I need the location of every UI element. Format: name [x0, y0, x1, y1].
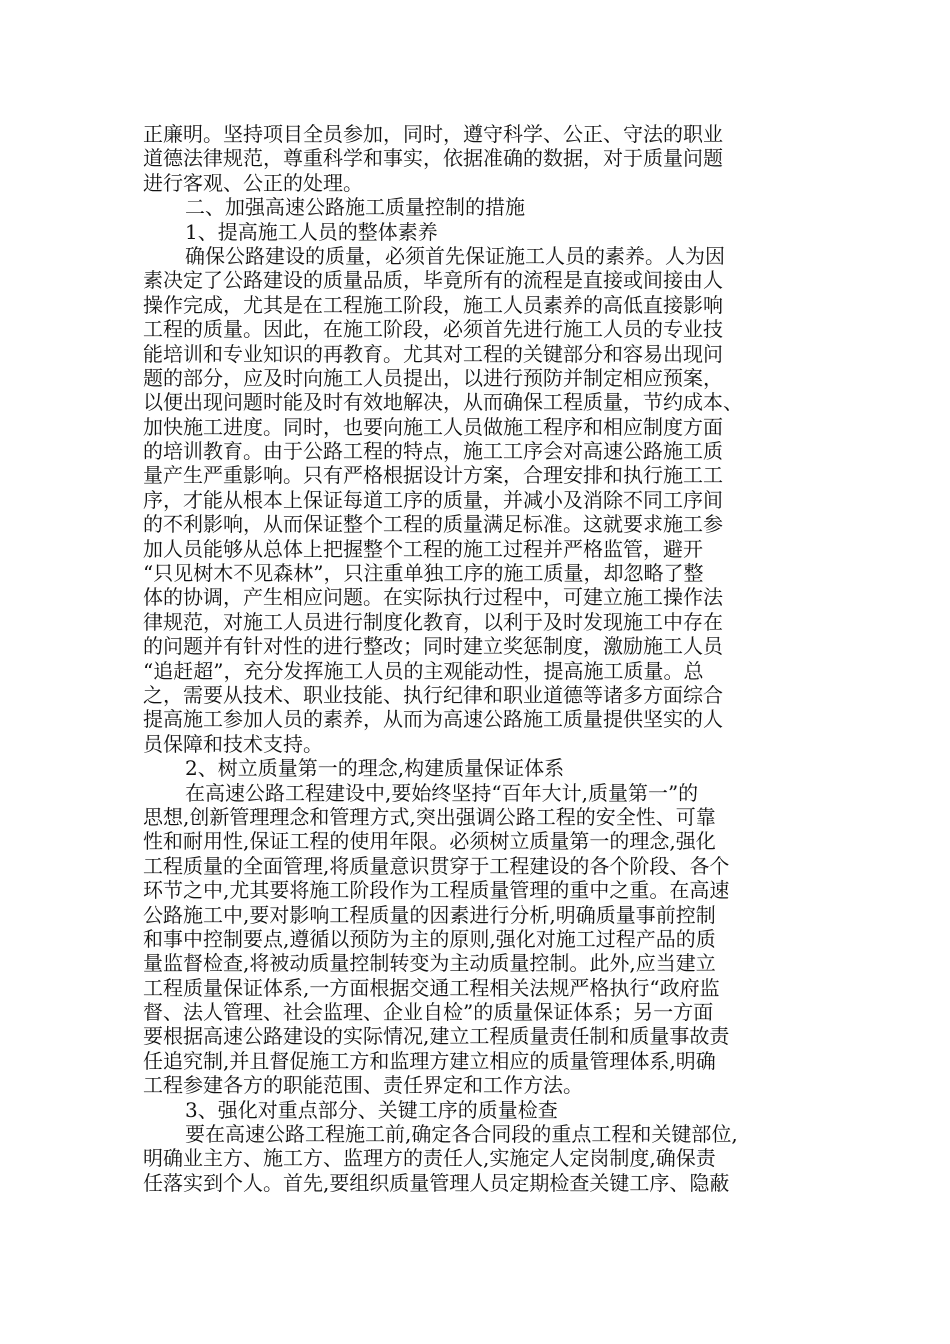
paragraph-line: 和事中控制要点,遵循以预防为主的原则,强化对施工过程产品的质	[143, 926, 716, 951]
paragraph-line-indented: 在高速公路工程建设中,要始终坚持“百年大计,质量第一”的	[185, 780, 699, 805]
document-body	[143, 122, 803, 1195]
paragraph-line: 量监督检查,将被动质量控制转变为主动质量控制。此外,应当建立	[143, 951, 716, 976]
paragraph-line: 督、法人管理、社会监理、企业自检”的质量保证体系；另一方面	[143, 1000, 714, 1025]
paragraph-line: 公路施工中,要对影响工程质量的因素进行分析,明确质量事前控制	[143, 902, 716, 927]
paragraph-line: 员保障和技术支持。	[143, 731, 323, 756]
paragraph-line: 任追究制,并且督促施工方和监理方建立相应的质量管理体系,明确	[143, 1048, 716, 1073]
paragraph-line: 的培训教育。由于公路工程的特点，施工工序会对高速公路施工质	[143, 439, 723, 464]
paragraph-line: 进行客观、公正的处理。	[143, 170, 363, 195]
paragraph-line: “只见树木不见森林”，只注重单独工序的施工质量，却忽略了整	[143, 561, 704, 586]
paragraph-line: 操作完成，尤其是在工程施工阶段，施工人员素养的高低直接影响	[143, 292, 723, 317]
paragraph-line: 提高施工参加人员的素养，从而为高速公路施工质量提供坚实的人	[143, 707, 723, 732]
paragraph-line-indented: 2、树立质量第一的理念,构建质量保证体系	[185, 756, 565, 781]
paragraph-line: 题的部分，应及时向施工人员提出，以进行预防并制定相应预案，	[143, 365, 723, 390]
paragraph-line: 明确业主方、施工方、监理方的责任人,实施定人定岗制度,确保责	[143, 1146, 716, 1171]
paragraph-line-indented: 确保公路建设的质量，必须首先保证施工人员的素养。人为因	[185, 243, 725, 268]
paragraph-line: 工程的质量。因此，在施工阶段，必须首先进行施工人员的专业技	[143, 317, 723, 342]
paragraph-line: 以便出现问题时能及时有效地解决，从而确保工程质量，节约成本、	[143, 390, 743, 415]
paragraph-line: 序，才能从根本上保证每道工序的质量，并减小及消除不同工序间	[143, 487, 723, 512]
paragraph-line: 之，需要从技术、职业技能、执行纪律和职业道德等诸多方面综合	[143, 682, 723, 707]
paragraph-line-indented: 要在高速公路工程施工前,确定各合同段的重点工程和关键部位,	[185, 1122, 738, 1147]
paragraph-line: “追赶超”，充分发挥施工人员的主观能动性，提高施工质量。总	[143, 658, 704, 683]
paragraph-line: 工程参建各方的职能范围、责任界定和工作方法。	[143, 1073, 583, 1098]
paragraph-line: 的问题并有针对性的进行整改；同时建立奖惩制度，激励施工人员	[143, 634, 723, 659]
paragraph-line-indented: 3、强化对重点部分、关键工序的质量检查	[185, 1097, 558, 1122]
paragraph-line: 环节之中,尤其要将施工阶段作为工程质量管理的重中之重。在高速	[143, 878, 730, 903]
paragraph-line: 性和耐用性,保证工程的使用年限。必须树立质量第一的理念,强化	[143, 829, 716, 854]
paragraph-line-indented: 二、加强高速公路施工质量控制的措施	[185, 195, 525, 220]
paragraph-line: 加快施工进度。同时，也要向施工人员做施工程序和相应制度方面	[143, 414, 723, 439]
paragraph-line: 任落实到个人。首先,要组织质量管理人员定期检查关键工序、隐蔽	[143, 1170, 730, 1195]
paragraph-line: 工程质量的全面管理,将质量意识贯穿于工程建设的各个阶段、各个	[143, 853, 730, 878]
paragraph-line: 的不利影响，从而保证整个工程的质量满足标准。这就要求施工参	[143, 512, 723, 537]
paragraph-line: 道德法律规范，尊重科学和事实，依据准确的数据，对于质量问题	[143, 146, 723, 171]
paragraph-line: 加人员能够从总体上把握整个工程的施工过程并严格监管，避开	[143, 536, 703, 561]
paragraph-line: 正廉明。坚持项目全员参加，同时，遵守科学、公正、守法的职业	[143, 122, 723, 146]
paragraph-line: 素决定了公路建设的质量品质，毕竟所有的流程是直接或间接由人	[143, 268, 723, 293]
paragraph-line: 工程质量保证体系,一方面根据交通工程相关法规严格执行“政府监	[143, 975, 720, 1000]
paragraph-line: 量产生严重影响。只有严格根据设计方案，合理安排和执行施工工	[143, 463, 723, 488]
paragraph-line: 律规范，对施工人员进行制度化教育，以利于及时发现施工中存在	[143, 609, 723, 634]
paragraph-line: 要根据高速公路建设的实际情况,建立工程质量责任制和质量事故责	[143, 1024, 730, 1049]
paragraph-line: 能培训和专业知识的再教育。尤其对工程的关键部分和容易出现问	[143, 341, 723, 366]
paragraph-line: 体的协调，产生相应问题。在实际执行过程中，可建立施工操作法	[143, 585, 723, 610]
paragraph-line: 思想,创新管理理念和管理方式,突出强调公路工程的安全性、可靠	[143, 804, 716, 829]
paragraph-line-indented: 1、提高施工人员的整体素养	[185, 219, 438, 244]
